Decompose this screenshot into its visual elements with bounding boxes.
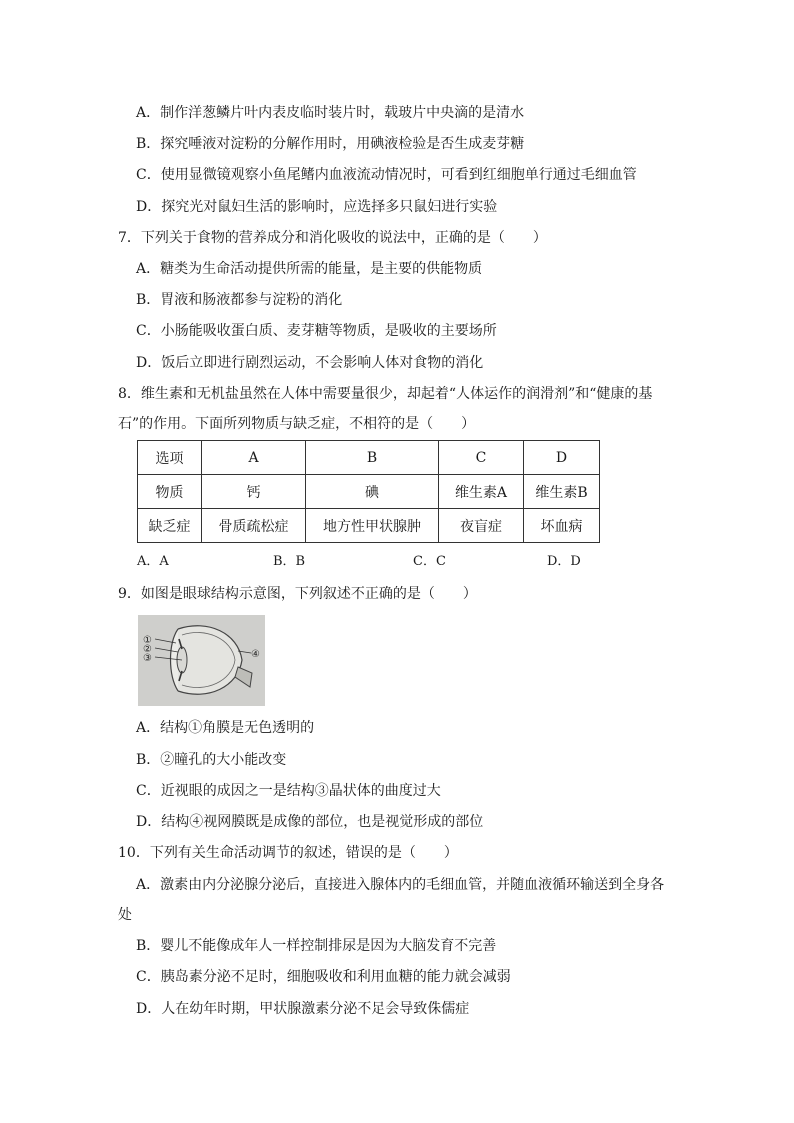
q10-option-a-line1: A．激素由内分泌腺分泌后，直接进入腺体内的毛细血管，并随血液循环输送到全身各	[136, 877, 665, 893]
table-cell: B	[306, 441, 439, 475]
q7-option-c: C．小肠能吸收蛋白质、麦芽糖等物质，是吸收的主要场所	[136, 323, 497, 339]
q8-answer-b: B．B	[273, 554, 306, 569]
table-cell: 缺乏症	[138, 509, 202, 543]
table-cell: 维生素B	[524, 475, 600, 509]
eye-label-1: ①	[143, 635, 152, 646]
q10-option-c: C．胰岛素分泌不足时，细胞吸收和利用血糖的能力就会减弱	[136, 969, 511, 985]
q8-answer-c: C．C	[413, 554, 446, 569]
table-cell: 骨质疏松症	[202, 509, 306, 543]
table-cell: 物质	[138, 475, 202, 509]
eye-label-2: ②	[143, 644, 152, 655]
eyeball-diagram	[138, 615, 265, 706]
q9-option-a: A．结构①角膜是无色透明的	[136, 720, 315, 736]
q9-stem: 9．如图是眼球结构示意图，下列叙述不正确的是（ ）	[118, 586, 477, 602]
q6-option-a: A．制作洋葱鳞片叶内表皮临时装片时，载玻片中央滴的是清水	[136, 105, 525, 121]
table-cell: C	[439, 441, 524, 475]
table-cell: D	[524, 441, 600, 475]
q7-stem: 7．下列关于食物的营养成分和消化吸收的说法中，正确的是（ ）	[118, 230, 547, 246]
table-cell: 夜盲症	[439, 509, 524, 543]
q9-option-b: B．②瞳孔的大小能改变	[136, 752, 287, 768]
q6-option-b: B．探究唾液对淀粉的分解作用时，用碘液检验是否生成麦芽糖	[136, 136, 525, 152]
q7-option-a: A．糖类为生命活动提供所需的能量，是主要的供能物质	[136, 261, 483, 277]
q6-option-c: C．使用显微镜观察小鱼尾鳍内血液流动情况时，可看到红细胞单行通过毛细血管	[136, 167, 637, 183]
table-row	[138, 509, 600, 543]
eye-label-3: ③	[143, 653, 152, 664]
table-cell: 选项	[138, 441, 202, 475]
q9-option-c: C．近视眼的成因之一是结构③晶状体的曲度过大	[136, 783, 441, 799]
table-cell: 碘	[306, 475, 439, 509]
q8-stem-line1: 8．维生素和无机盐虽然在人体中需要量很少，却起着“人体运作的润滑剂”和“健康的基	[118, 386, 653, 402]
q10-option-d: D．人在幼年时期，甲状腺激素分泌不足会导致侏儒症	[136, 1001, 470, 1017]
eye-label-4: ④	[251, 649, 260, 660]
q6-option-d: D．探究光对鼠妇生活的影响时，应选择多只鼠妇进行实验	[136, 199, 498, 215]
q10-option-a-line2: 处	[118, 907, 132, 923]
q7-option-b: B．胃液和肠液都参与淀粉的消化	[136, 292, 343, 308]
q8-answer-d: D．D	[547, 554, 581, 569]
q8-answer-a: A．A	[137, 554, 169, 569]
table-row	[138, 475, 600, 509]
q10-option-b: B．婴儿不能像成年人一样控制排尿是因为大脑发育不完善	[136, 938, 497, 954]
table-cell: 维生素A	[439, 475, 524, 509]
q10-stem: 10．下列有关生命活动调节的叙述，错误的是（ ）	[118, 845, 458, 861]
table-cell: 坏血病	[524, 509, 600, 543]
table-cell: 地方性甲状腺肿	[306, 509, 439, 543]
table-cell: A	[202, 441, 306, 475]
vitamin-table	[137, 440, 600, 543]
table-row	[138, 441, 600, 475]
q9-option-d: D．结构④视网膜既是成像的部位，也是视觉形成的部位	[136, 814, 484, 830]
q8-stem-line2: 石”的作用。下面所列物质与缺乏症，不相符的是（ ）	[118, 416, 476, 432]
q7-option-d: D．饭后立即进行剧烈运动，不会影响人体对食物的消化	[136, 355, 484, 371]
table-cell: 钙	[202, 475, 306, 509]
eyeball-illustration	[138, 615, 265, 706]
